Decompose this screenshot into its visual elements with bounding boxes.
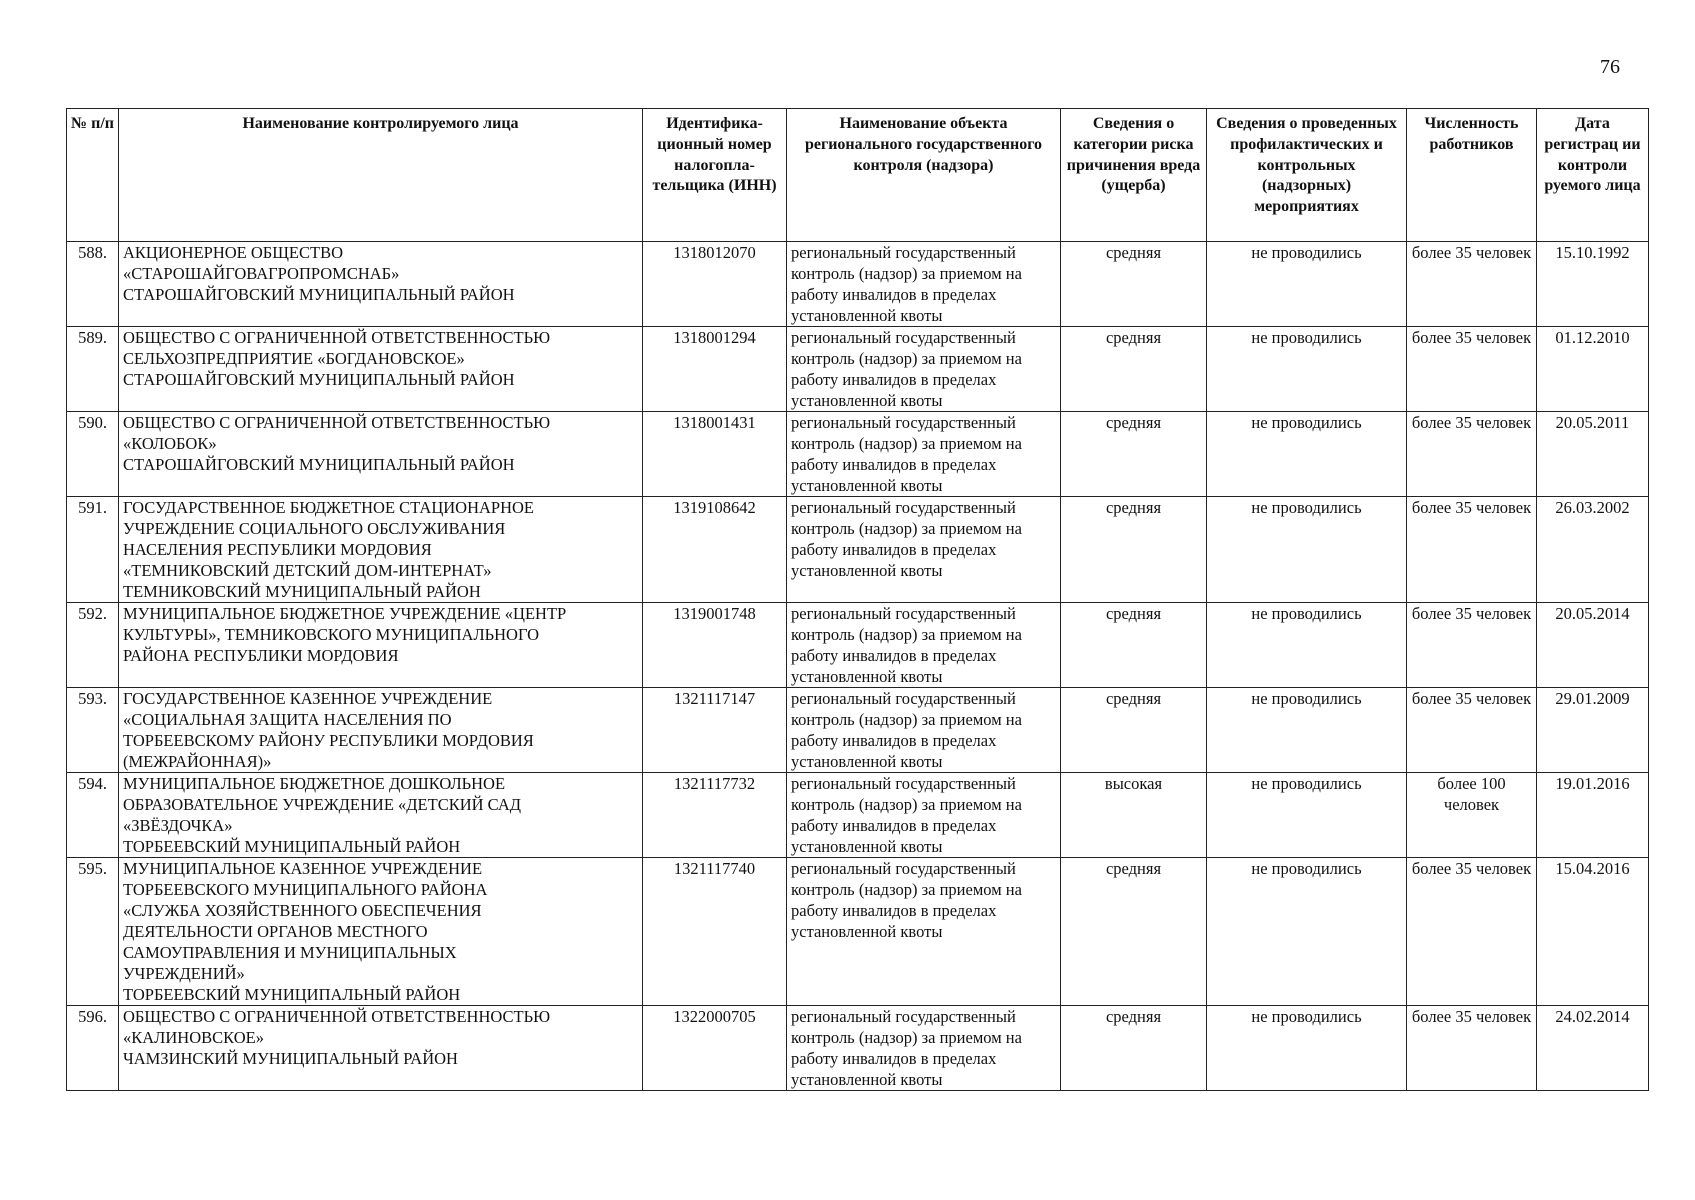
employees-cell: более 35 человек [1407,327,1537,412]
organization-name-line: СТАРОШАЙГОВСКИЙ МУНИЦИПАЛЬНЫЙ РАЙОН [123,455,515,474]
table-row [67,242,1649,327]
control-object-cell: региональный государственный контроль (надзор) за приемом на работу инвалидов в пределах установленной квоты [787,497,1061,603]
risk-category-cell: средняя [1061,242,1207,327]
inn-cell: 1318012070 [643,242,787,327]
row-number: 588. [67,242,119,327]
events-cell: не проводились [1207,773,1407,858]
header-row [67,109,1649,242]
risk-category-cell: средняя [1061,497,1207,603]
registry-table [66,108,1649,1091]
registration-date-cell: 26.03.2002 [1537,497,1649,603]
organization-name-line: ТЕМНИКОВСКИЙ МУНИЦИПАЛЬНЫЙ РАЙОН [123,582,481,601]
organization-name-line: ДЕЯТЕЛЬНОСТИ ОРГАНОВ МЕСТНОГО [123,922,428,941]
events-cell: не проводились [1207,688,1407,773]
organization-name-line: КУЛЬТУРЫ», ТЕМНИКОВСКОГО МУНИЦИПАЛЬНОГО [123,625,539,644]
control-object-cell: региональный государственный контроль (надзор) за приемом на работу инвалидов в пределах установленной квоты [787,688,1061,773]
organization-name-line: МУНИЦИПАЛЬНОЕ БЮДЖЕТНОЕ УЧРЕЖДЕНИЕ «ЦЕНТР [123,604,567,623]
organization-name-line: МУНИЦИПАЛЬНОЕ БЮДЖЕТНОЕ ДОШКОЛЬНОЕ [123,774,506,793]
organization-name [119,858,643,1006]
organization-name-line: СТАРОШАЙГОВСКИЙ МУНИЦИПАЛЬНЫЙ РАЙОН [123,370,515,389]
inn-cell: 1321117732 [643,773,787,858]
employees-cell: более 35 человек [1407,603,1537,688]
table-row [67,1006,1649,1091]
row-number: 590. [67,412,119,497]
control-object-cell: региональный государственный контроль (надзор) за приемом на работу инвалидов в пределах установленной квоты [787,603,1061,688]
header-risk: Сведения о категории риска причинения вреда (ущерба) [1061,109,1207,242]
registration-date-cell: 01.12.2010 [1537,327,1649,412]
inn-cell: 1319108642 [643,497,787,603]
organization-name-line: «СТАРОШАЙГОВАГРОПРОМСНАБ» [123,264,400,283]
organization-name [119,1006,643,1091]
organization-name-line: «КАЛИНОВСКОЕ» [123,1028,264,1047]
control-object-cell: региональный государственный контроль (надзор) за приемом на работу инвалидов в пределах установленной квоты [787,412,1061,497]
organization-name-line: УЧРЕЖДЕНИЙ» [123,964,245,983]
organization-name [119,603,643,688]
control-object-cell: региональный государственный контроль (надзор) за приемом на работу инвалидов в пределах установленной квоты [787,773,1061,858]
organization-name-line: ОБРАЗОВАТЕЛЬНОЕ УЧРЕЖДЕНИЕ «ДЕТСКИЙ САД [123,795,522,814]
page-number: 76 [1600,56,1620,78]
registration-date-cell: 15.10.1992 [1537,242,1649,327]
header-inn: Идентифика-ционный номер налогопла-тельщика (ИНН) [643,109,787,242]
organization-name-line: ОБЩЕСТВО С ОГРАНИЧЕННОЙ ОТВЕТСТВЕННОСТЬЮ [123,328,551,347]
header-date: Дата регистрац ии контроли руемого лица [1537,109,1649,242]
header-events: Сведения о проведенных профилактических и контрольных (надзорных) мероприятиях [1207,109,1407,242]
control-object-cell: региональный государственный контроль (надзор) за приемом на работу инвалидов в пределах установленной квоты [787,327,1061,412]
organization-name-line: РАЙОНА РЕСПУБЛИКИ МОРДОВИЯ [123,646,399,665]
employees-cell: более 35 человек [1407,242,1537,327]
registration-date-cell: 29.01.2009 [1537,688,1649,773]
employees-cell: более 35 человек [1407,412,1537,497]
registration-date-cell: 24.02.2014 [1537,1006,1649,1091]
row-number: 595. [67,858,119,1006]
organization-name-line: УЧРЕЖДЕНИЕ СОЦИАЛЬНОГО ОБСЛУЖИВАНИЯ [123,519,506,538]
organization-name [119,773,643,858]
organization-name-line: ГОСУДАРСТВЕННОЕ КАЗЕННОЕ УЧРЕЖДЕНИЕ [123,689,493,708]
inn-cell: 1318001294 [643,327,787,412]
organization-name-line: ОБЩЕСТВО С ОГРАНИЧЕННОЙ ОТВЕТСТВЕННОСТЬЮ [123,413,551,432]
organization-name-line: СТАРОШАЙГОВСКИЙ МУНИЦИПАЛЬНЫЙ РАЙОН [123,285,515,304]
employees-cell: более 35 человек [1407,497,1537,603]
events-cell: не проводились [1207,242,1407,327]
risk-category-cell: средняя [1061,412,1207,497]
inn-cell: 1319001748 [643,603,787,688]
table-row [67,327,1649,412]
organization-name-line: НАСЕЛЕНИЯ РЕСПУБЛИКИ МОРДОВИЯ [123,540,432,559]
organization-name-line: СЕЛЬХОЗПРЕДПРИЯТИЕ «БОГДАНОВСКОЕ» [123,349,465,368]
organization-name-line: ОБЩЕСТВО С ОГРАНИЧЕННОЙ ОТВЕТСТВЕННОСТЬЮ [123,1007,551,1026]
organization-name-line: ЧАМЗИНСКИЙ МУНИЦИПАЛЬНЫЙ РАЙОН [123,1049,458,1068]
table-row [67,688,1649,773]
row-number: 592. [67,603,119,688]
registration-date-cell: 15.04.2016 [1537,858,1649,1006]
row-number: 596. [67,1006,119,1091]
employees-cell: более 100 человек [1407,773,1537,858]
table-row [67,858,1649,1006]
row-number: 591. [67,497,119,603]
row-number: 589. [67,327,119,412]
risk-category-cell: средняя [1061,327,1207,412]
events-cell: не проводились [1207,412,1407,497]
control-object-cell: региональный государственный контроль (надзор) за приемом на работу инвалидов в пределах установленной квоты [787,1006,1061,1091]
row-number: 594. [67,773,119,858]
organization-name [119,497,643,603]
organization-name-line: ТОРБЕЕВСКИЙ МУНИЦИПАЛЬНЫЙ РАЙОН [123,837,461,856]
header-employees: Численность работников [1407,109,1537,242]
organization-name-line: МУНИЦИПАЛЬНОЕ КАЗЕННОЕ УЧРЕЖДЕНИЕ [123,859,483,878]
inn-cell: 1321117147 [643,688,787,773]
organization-name-line: «КОЛОБОК» [123,434,217,453]
header-num: № п/п [67,109,119,242]
inn-cell: 1321117740 [643,858,787,1006]
risk-category-cell: средняя [1061,603,1207,688]
risk-category-cell: средняя [1061,688,1207,773]
table-row [67,497,1649,603]
organization-name-line: САМОУПРАВЛЕНИЯ И МУНИЦИПАЛЬНЫХ [123,943,457,962]
organization-name-line: ТОРБЕЕВСКОГО МУНИЦИПАЛЬНОГО РАЙОНА [123,880,488,899]
employees-cell: более 35 человек [1407,858,1537,1006]
control-object-cell: региональный государственный контроль (надзор) за приемом на работу инвалидов в пределах установленной квоты [787,242,1061,327]
table-body [67,242,1649,1091]
organization-name-line: «СОЦИАЛЬНАЯ ЗАЩИТА НАСЕЛЕНИЯ ПО [123,710,452,729]
organization-name-line: «СЛУЖБА ХОЗЯЙСТВЕННОГО ОБЕСПЕЧЕНИЯ [123,901,482,920]
organization-name-line: «ТЕМНИКОВСКИЙ ДЕТСКИЙ ДОМ-ИНТЕРНАТ» [123,561,492,580]
registration-date-cell: 19.01.2016 [1537,773,1649,858]
table-row [67,412,1649,497]
risk-category-cell: высокая [1061,773,1207,858]
header-object: Наименование объекта регионального государственного контроля (надзора) [787,109,1061,242]
organization-name [119,688,643,773]
header-name: Наименование контролируемого лица [119,109,643,242]
events-cell: не проводились [1207,1006,1407,1091]
row-number: 593. [67,688,119,773]
organization-name-line: ГОСУДАРСТВЕННОЕ БЮДЖЕТНОЕ СТАЦИОНАРНОЕ [123,498,534,517]
organization-name-line: ТОРБЕЕВСКИЙ МУНИЦИПАЛЬНЫЙ РАЙОН [123,985,461,1004]
risk-category-cell: средняя [1061,1006,1207,1091]
organization-name [119,327,643,412]
control-object-cell: региональный государственный контроль (надзор) за приемом на работу инвалидов в пределах установленной квоты [787,858,1061,1006]
events-cell: не проводились [1207,327,1407,412]
employees-cell: более 35 человек [1407,1006,1537,1091]
inn-cell: 1318001431 [643,412,787,497]
events-cell: не проводились [1207,858,1407,1006]
organization-name-line: ТОРБЕЕВСКОМУ РАЙОНУ РЕСПУБЛИКИ МОРДОВИЯ [123,731,534,750]
organization-name-line: «ЗВЁЗДОЧКА» [123,816,233,835]
table-row [67,773,1649,858]
organization-name [119,242,643,327]
risk-category-cell: средняя [1061,858,1207,1006]
registration-date-cell: 20.05.2014 [1537,603,1649,688]
organization-name [119,412,643,497]
table-row [67,603,1649,688]
registration-date-cell: 20.05.2011 [1537,412,1649,497]
organization-name-line: АКЦИОНЕРНОЕ ОБЩЕСТВО [123,243,343,262]
organization-name-line: (МЕЖРАЙОННАЯ)» [123,752,272,771]
events-cell: не проводились [1207,497,1407,603]
employees-cell: более 35 человек [1407,688,1537,773]
events-cell: не проводились [1207,603,1407,688]
inn-cell: 1322000705 [643,1006,787,1091]
